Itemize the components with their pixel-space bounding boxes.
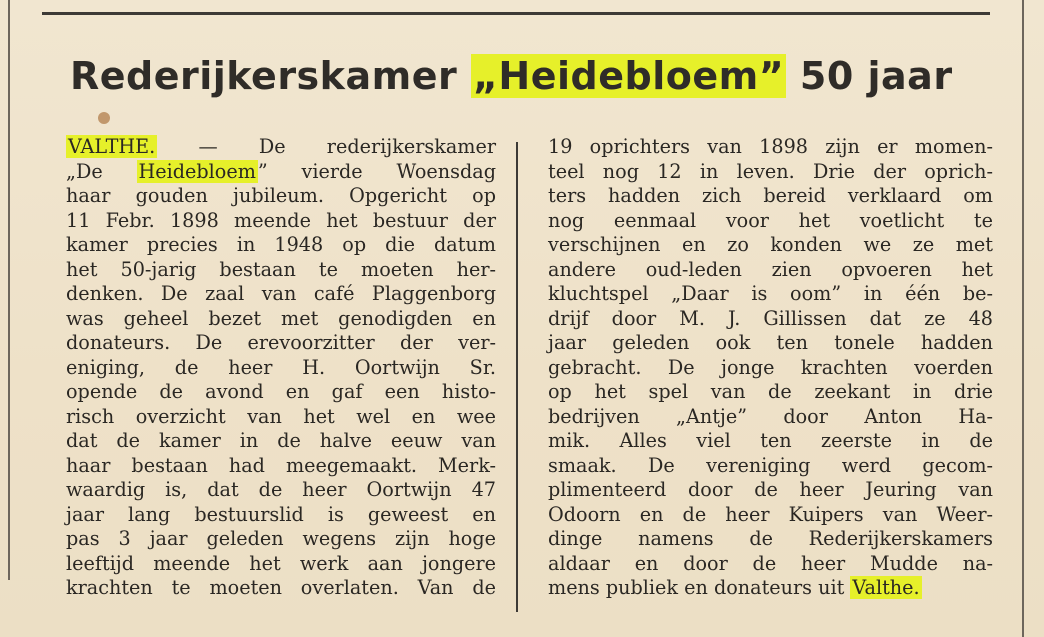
headline-highlight-heidebloem: „Heidebloem” [472,54,785,98]
right-line-12: bedrijven „Antje” door Anton Ha- [548,404,993,428]
right-line-13: mik. Alles viel ten zeerste in de [548,429,993,452]
right-line-3: ters hadden zich bereid verklaard om [548,184,993,207]
headline-part-1: Rederijkerskamer [70,54,458,98]
left-line-5: kamer precies in 1948 op die datum [66,233,496,256]
right-line-14: smaak. De vereniging werd gecom- [548,453,993,477]
left-line-9: donateurs. De erevoorzitter der ver- [66,331,496,354]
left-line-3: haar gouden jubileum. Opgericht op [66,184,496,207]
left-line-17: pas 3 jaar geleden wegens zijn hoge [66,527,496,550]
right-line-15: plimenteerd door de heer Jeuring van [548,478,993,501]
left-line-15: waardig is, dat de heer Oortwijn 47 [66,478,496,501]
left-line-12: risch overzicht van het wel en wee [66,404,496,428]
right-line-18: aldaar en door de heer Mudde na- [548,551,993,575]
left-line-2-pre: „De [66,159,137,183]
right-line-7: kluchtspel „Daar is oom” in één be- [548,282,993,305]
right-column [548,135,993,601]
right-line-5: verschijnen en zo konden we ze met [548,233,993,256]
left-line-1-text: — De rederijkerskamer [157,135,496,158]
right-border [1022,0,1024,637]
right-line-1: 19 oprichters van 1898 zijn er momen- [548,135,993,158]
left-line-13: dat de kamer in de halve eeuw van [66,429,496,452]
article-headline [70,46,970,106]
left-line-2 [66,160,496,185]
right-line-10: gebracht. De jonge krachten voerden [548,355,993,379]
right-line-19 [548,576,993,601]
left-line-10: eniging, de heer H. Oortwijn Sr. [66,355,496,379]
right-line-8: drijf door M. J. Gillissen dat ze 48 [548,306,993,330]
left-line-18: leeftijd meende het werk aan jongere [66,551,496,575]
right-line-19-text: mens publiek en donateurs uit [548,576,851,599]
left-line-7: denken. De zaal van café Plaggenborg [66,282,496,305]
highlight-heidebloem: Heidebloem [138,159,256,183]
headline-part-3: 50 jaar [799,54,953,98]
ink-spot [98,112,110,124]
right-line-2: teel nog 12 in leven. Drie der oprich- [548,159,993,183]
left-line-1 [66,135,496,160]
left-line-6: het 50-jarig bestaan te moeten her- [66,257,496,281]
left-line-2-post: ” vierde Woensdag [257,159,497,183]
left-line-16: jaar lang bestuurslid is geweest en [66,502,496,526]
left-line-14: haar bestaan had meegemaakt. Merk- [66,453,496,477]
left-line-8: was geheel bezet met genodigden en [66,306,496,330]
right-line-16: Odoorn en de heer Kuipers van Weer- [548,502,993,526]
left-line-4: 11 Febr. 1898 meende het bestuur der [66,208,496,232]
left-border [8,0,10,580]
highlight-valthe-end: Valthe. [852,576,920,599]
right-line-11: op het spel van de zeekant in drie [548,380,993,403]
column-divider [516,142,518,612]
right-line-9: jaar geleden ook ten tonele hadden [548,331,993,354]
left-line-19: krachten te moeten overlaten. Van de [66,576,496,599]
left-line-11: opende de avond en gaf een histo- [66,380,496,403]
right-line-4: nog eenmaal voor het voetlicht te [548,208,993,232]
top-rule [42,12,990,15]
right-line-17: dinge namens de Rederijkerskamers [548,527,993,550]
left-column [66,135,496,601]
right-line-6: andere oud-leden zien opvoeren het [548,257,993,281]
highlight-valthe: VALTHE. [68,135,156,158]
